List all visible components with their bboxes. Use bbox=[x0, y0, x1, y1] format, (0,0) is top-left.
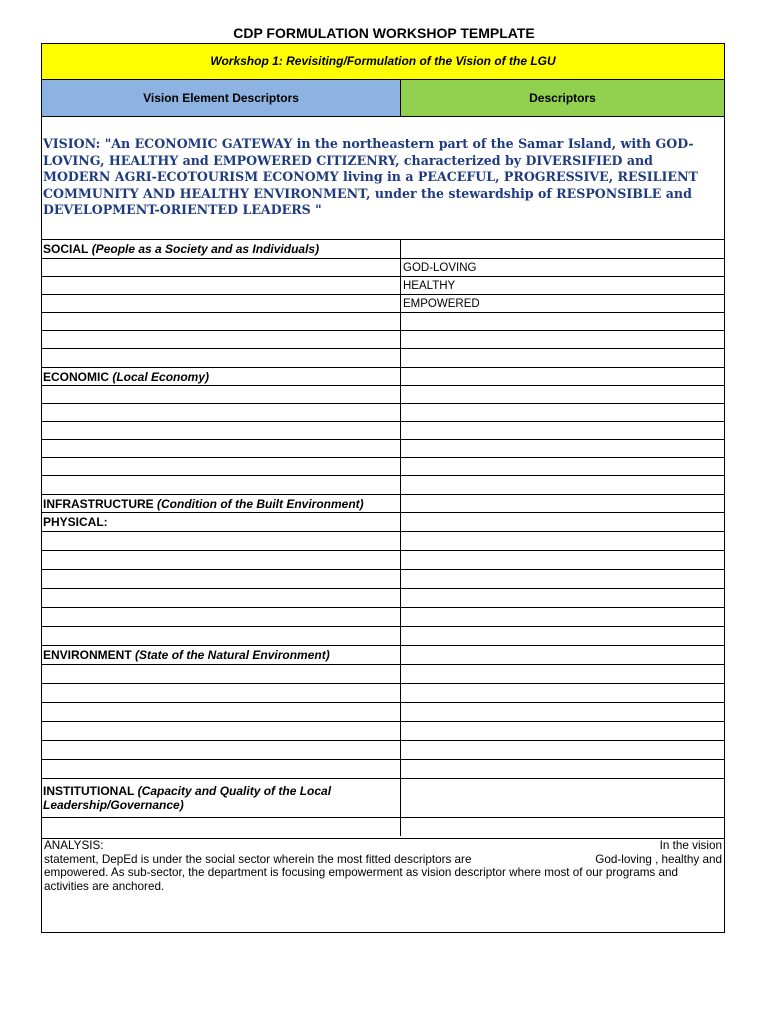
element-cell[interactable] bbox=[41, 684, 401, 702]
descriptor-table bbox=[41, 239, 725, 836]
analysis-body: empowered. As sub-sector, the department is focusing empowerment as vision descriptor where most of our programs and activities are anchored. bbox=[44, 866, 679, 893]
table-row bbox=[41, 645, 725, 664]
element-cell[interactable] bbox=[41, 760, 401, 778]
descriptor-cell[interactable] bbox=[401, 440, 725, 457]
descriptor-cell[interactable] bbox=[401, 570, 725, 588]
element-cell[interactable] bbox=[41, 551, 401, 569]
element-cell[interactable] bbox=[41, 627, 401, 645]
analysis-label: ANALYSIS: bbox=[44, 839, 104, 852]
table-row bbox=[41, 626, 725, 645]
descriptor-cell[interactable] bbox=[401, 386, 725, 403]
table-row bbox=[41, 817, 725, 836]
descriptor-cell[interactable] bbox=[401, 703, 725, 721]
element-cell[interactable] bbox=[41, 818, 401, 836]
descriptor-cell[interactable] bbox=[401, 684, 725, 702]
descriptor-cell[interactable] bbox=[401, 741, 725, 759]
element-cell[interactable] bbox=[41, 703, 401, 721]
vision-statement: VISION: "An ECONOMIC GATEWAY in the northeastern part of the Samar Island, with GOD-LOVING, HEALTHY and EMPOWERED CITIZENRY, characterized by DIVERSIFIED and MODERN AGRI-ECOTOURISM ECONOMY living in a PEACEFUL, PROGRESSIVE, RESILIENT COMMUNITY AND HEALTHY ENVIRONMENT, under the stewardship of RESPONSIBLE and DEVELOPMENT-ORIENTED LEADERS " bbox=[43, 136, 698, 217]
table-row bbox=[41, 385, 725, 403]
analysis-line2-left: statement, DepEd is under the social sector wherein the most fitted descriptors are bbox=[44, 852, 472, 866]
table-row bbox=[41, 607, 725, 626]
table-row bbox=[41, 664, 725, 683]
element-cell[interactable] bbox=[41, 532, 401, 550]
table-row bbox=[41, 421, 725, 439]
descriptor-cell[interactable] bbox=[401, 240, 725, 258]
element-cell[interactable] bbox=[41, 440, 401, 457]
descriptor-cell[interactable] bbox=[401, 551, 725, 569]
section-institutional: INSTITUTIONAL (Capacity and Quality of the Local Leadership/Governance) bbox=[41, 779, 401, 817]
table-row bbox=[41, 588, 725, 607]
descriptor-cell[interactable] bbox=[401, 532, 725, 550]
element-cell[interactable] bbox=[41, 665, 401, 683]
descriptor-cell[interactable] bbox=[401, 760, 725, 778]
table-row bbox=[41, 312, 725, 330]
analysis-line2-right: God-loving , healthy and bbox=[595, 852, 722, 866]
element-cell[interactable] bbox=[41, 313, 401, 330]
table-row bbox=[41, 276, 725, 294]
element-cell[interactable] bbox=[41, 277, 401, 294]
table-row bbox=[41, 403, 725, 421]
table-row bbox=[41, 759, 725, 778]
element-cell[interactable] bbox=[41, 722, 401, 740]
element-cell[interactable] bbox=[41, 476, 401, 494]
table-row bbox=[41, 569, 725, 588]
table-row bbox=[41, 494, 725, 512]
descriptor-cell[interactable] bbox=[401, 589, 725, 607]
table-row bbox=[41, 683, 725, 702]
page-title: CDP FORMULATION WORKSHOP TEMPLATE bbox=[233, 25, 535, 41]
table-row bbox=[41, 721, 725, 740]
element-cell[interactable] bbox=[41, 570, 401, 588]
descriptor-empowered[interactable]: EMPOWERED bbox=[403, 297, 480, 310]
section-social: SOCIAL (People as a Society and as Individuals) bbox=[41, 240, 401, 258]
descriptor-cell[interactable] bbox=[401, 331, 725, 348]
descriptor-cell[interactable] bbox=[401, 495, 725, 512]
table-row bbox=[41, 475, 725, 494]
element-cell[interactable] bbox=[41, 386, 401, 403]
descriptor-cell[interactable] bbox=[401, 349, 725, 367]
descriptor-cell[interactable] bbox=[401, 404, 725, 421]
table-row bbox=[41, 239, 725, 258]
column-header-descriptors: Descriptors bbox=[401, 80, 725, 117]
element-cell[interactable] bbox=[41, 422, 401, 439]
element-cell[interactable] bbox=[41, 349, 401, 367]
element-cell[interactable] bbox=[41, 458, 401, 475]
table-row bbox=[41, 531, 725, 550]
table-row bbox=[41, 550, 725, 569]
table-row bbox=[41, 457, 725, 475]
descriptor-cell[interactable] bbox=[401, 368, 725, 385]
element-cell[interactable] bbox=[41, 404, 401, 421]
workshop-banner: Workshop 1: Revisiting/Formulation of the Vision of the LGU bbox=[41, 43, 725, 80]
table-row bbox=[41, 740, 725, 759]
descriptor-cell[interactable] bbox=[401, 779, 725, 817]
descriptor-cell[interactable] bbox=[401, 818, 725, 836]
descriptor-healthy[interactable]: HEALTHY bbox=[403, 279, 456, 292]
analysis-section bbox=[41, 838, 725, 893]
analysis-lead: In the vision bbox=[659, 839, 722, 852]
descriptor-cell[interactable] bbox=[401, 665, 725, 683]
descriptor-cell[interactable] bbox=[401, 422, 725, 439]
section-environment: ENVIRONMENT (State of the Natural Environment) bbox=[41, 646, 401, 664]
element-cell[interactable] bbox=[41, 259, 401, 276]
table-row bbox=[41, 330, 725, 348]
table-row bbox=[41, 258, 725, 276]
descriptor-cell[interactable] bbox=[401, 646, 725, 664]
element-cell[interactable] bbox=[41, 295, 401, 312]
column-header-vision-elements: Vision Element Descriptors bbox=[41, 80, 401, 117]
table-row bbox=[41, 512, 725, 531]
section-physical: PHYSICAL: bbox=[41, 513, 401, 531]
descriptor-cell[interactable] bbox=[401, 313, 725, 330]
section-economic: ECONOMIC (Local Economy) bbox=[41, 368, 401, 385]
element-cell[interactable] bbox=[41, 608, 401, 626]
table-row bbox=[41, 294, 725, 312]
descriptor-cell[interactable] bbox=[401, 722, 725, 740]
table-row bbox=[41, 367, 725, 385]
descriptor-cell[interactable] bbox=[401, 627, 725, 645]
table-row bbox=[41, 348, 725, 367]
descriptor-cell[interactable] bbox=[401, 513, 725, 531]
descriptor-cell[interactable] bbox=[401, 608, 725, 626]
descriptor-cell[interactable] bbox=[401, 476, 725, 494]
section-infrastructure: INFRASTRUCTURE (Condition of the Built Environment) bbox=[41, 495, 401, 512]
table-row bbox=[41, 778, 725, 817]
descriptor-cell[interactable] bbox=[401, 458, 725, 475]
element-cell[interactable] bbox=[41, 741, 401, 759]
descriptor-god-loving[interactable]: GOD-LOVING bbox=[403, 261, 477, 274]
table-row bbox=[41, 439, 725, 457]
element-cell[interactable] bbox=[41, 331, 401, 348]
table-row bbox=[41, 702, 725, 721]
element-cell[interactable] bbox=[41, 589, 401, 607]
